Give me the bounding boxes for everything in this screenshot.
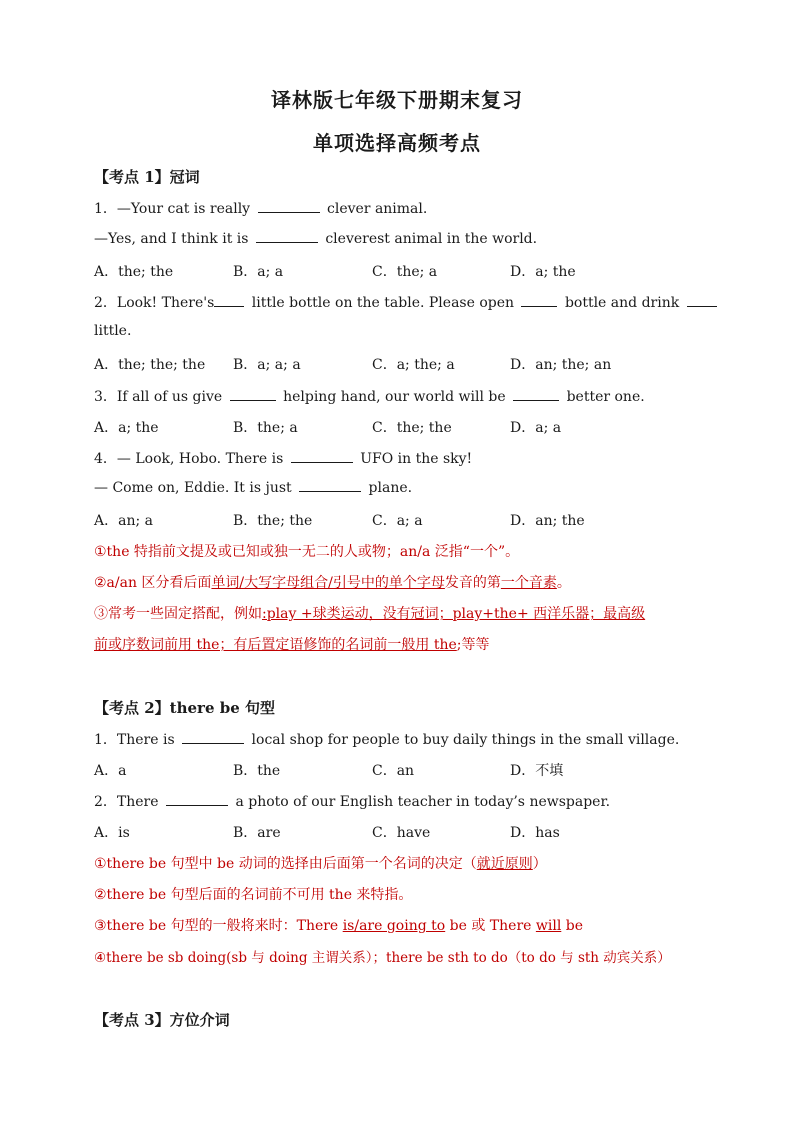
s1-note-3-line1: [94, 603, 734, 623]
s2-note-1-text: ①there be 句型中 be 动词的选择由后面第一个名词的决定（: [94, 856, 477, 872]
s1-q3-text: helping hand, our world will be: [283, 389, 506, 405]
option-a: A．an; a: [94, 513, 153, 529]
s1-note-2-text: ②a/an 区分看后面: [94, 575, 212, 591]
s1-note-3-text: ;等等: [456, 637, 490, 653]
answer-blank: [687, 294, 717, 307]
answer-blank: [166, 793, 228, 806]
s1-q4-line1: [94, 448, 734, 468]
option-a: A．the; the; the: [94, 357, 206, 373]
s2-q1-text: local shop for people to buy daily things in the small village.: [251, 732, 680, 748]
s2-note-3-text: ③there be 句型的一般将来时：There: [94, 918, 339, 934]
option-c: C．an: [372, 763, 415, 779]
s1-note-2-underlined: 一个音素: [500, 575, 557, 591]
s1-q2-text: bottle and drink: [564, 295, 680, 311]
s1-q3-text: better one.: [566, 389, 645, 405]
s1-note-3-line2: [94, 634, 734, 654]
s1-q1-line2: [94, 230, 734, 247]
answer-blank: [230, 388, 276, 401]
option-c: C．a; a: [372, 513, 423, 529]
option-d: D．不填: [510, 763, 564, 779]
s1-q3-text: 3．If all of us give: [94, 389, 223, 405]
s1-q1-text: clever animal.: [327, 201, 428, 217]
s2-q1-line: [94, 729, 734, 749]
s1-q2-line1: [94, 292, 734, 312]
option-c: C．have: [372, 825, 431, 841]
option-b: B．a; a; a: [233, 357, 301, 373]
option-d: D．an; the; an: [510, 357, 612, 373]
s2-note-3-underlined: will: [535, 918, 562, 934]
s1-note-3-underlined: 前或序数词前用 the；有后置定语修饰的名词前一般用 the: [94, 637, 457, 653]
s1-note-2-text: 。: [556, 575, 571, 591]
s2-note-1-underlined: 就近原则: [476, 856, 533, 872]
option-d: D．has: [510, 825, 560, 841]
section-2-heading: [94, 697, 734, 718]
s2-note-3-text: be 或 There: [449, 918, 532, 934]
s1-note-2-underlined: 单词/大写字母组合/引号中的单个字母: [211, 575, 445, 591]
s1-note-2: [94, 572, 734, 592]
option-b: B．are: [233, 825, 281, 841]
s1-q2-line2: little.: [94, 323, 132, 339]
option-c: C．the; a: [372, 264, 438, 280]
s1-q4-line2: [94, 479, 734, 496]
section-3-heading: 【考点 3】方位介词: [94, 1011, 230, 1029]
s1-q3-line: [94, 386, 734, 406]
s1-q1-text: cleverest animal in the world.: [325, 231, 538, 247]
option-d: D．an; the: [510, 513, 585, 529]
s2-note-3-underlined: is/are going to: [342, 918, 446, 934]
document-subtitle: 单项选择高频考点: [313, 131, 481, 155]
answer-blank: [258, 200, 320, 213]
s2-note-4: ④there be sb doing(sb 与 doing 主谓关系）；there be sth to do（to do 与 sth 动宾关系）: [94, 950, 671, 966]
s2-note-3: [94, 915, 734, 935]
s2-note-1: [94, 853, 734, 873]
s1-note-1: ①the 特指前文提及或已知或独一无二的人或物；an/a 泛指“一个”。: [94, 544, 520, 560]
s1-q2-text: little bottle on the table. Please open: [251, 295, 515, 311]
option-c: C．the; the: [372, 420, 452, 436]
option-d: D．a; a: [510, 420, 562, 436]
option-a: A．a: [94, 763, 127, 779]
answer-blank: [299, 479, 361, 492]
answer-blank: [521, 294, 557, 307]
option-b: B．the; a: [233, 420, 298, 436]
s1-q1-line1: [94, 198, 734, 218]
option-a: A．a; the: [94, 420, 159, 436]
section-2-heading-text: 句型: [244, 699, 275, 717]
section-1-heading: 【考点 1】冠词: [94, 168, 200, 186]
s2-note-3-text: be: [565, 918, 583, 934]
s1-note-3-underlined: :play +球类运动，没有冠词；play+the+ 西洋乐器；最高级: [262, 606, 646, 622]
document-title: 译林版七年级下册期末复习: [271, 88, 523, 112]
option-b: B．a; a: [233, 264, 284, 280]
s1-q2-text: 2．Look! There's: [94, 295, 215, 311]
s2-q2-text: a photo of our English teacher in today’s newspaper.: [235, 794, 611, 810]
s1-q4-text: plane.: [368, 480, 413, 496]
section-2-heading-text: 【考点 2】there be: [94, 699, 240, 717]
s2-q1-text: 1．There is: [94, 732, 175, 748]
s1-q1-text: 1．—Your cat is really: [94, 201, 251, 217]
option-b: B．the: [233, 763, 281, 779]
s2-note-1-text: ）: [532, 856, 547, 872]
s1-note-2-text: 发音的第: [444, 575, 501, 591]
s1-q4-text: 4．— Look, Hobo. There is: [94, 451, 284, 467]
option-a: A．is: [94, 825, 130, 841]
answer-blank: [182, 731, 244, 744]
option-b: B．the; the: [233, 513, 313, 529]
s1-q4-text: — Come on, Eddie. It is just: [94, 480, 292, 496]
answer-blank: [214, 294, 244, 307]
s2-note-2: ②there be 句型后面的名词前不可用 the 来特指。: [94, 887, 413, 903]
answer-blank: [291, 450, 353, 463]
answer-blank: [513, 388, 559, 401]
option-a: A．the; the: [94, 264, 174, 280]
s1-note-3-text: ③常考一些固定搭配，例如: [94, 606, 262, 622]
s1-q1-text: —Yes, and I think it is: [94, 231, 249, 247]
option-d: D．a; the: [510, 264, 576, 280]
s2-q2-text: 2．There: [94, 794, 159, 810]
option-c: C．a; the; a: [372, 357, 455, 373]
s1-q4-text: UFO in the sky!: [360, 451, 473, 467]
s2-q2-line: [94, 791, 734, 811]
answer-blank: [256, 230, 318, 243]
